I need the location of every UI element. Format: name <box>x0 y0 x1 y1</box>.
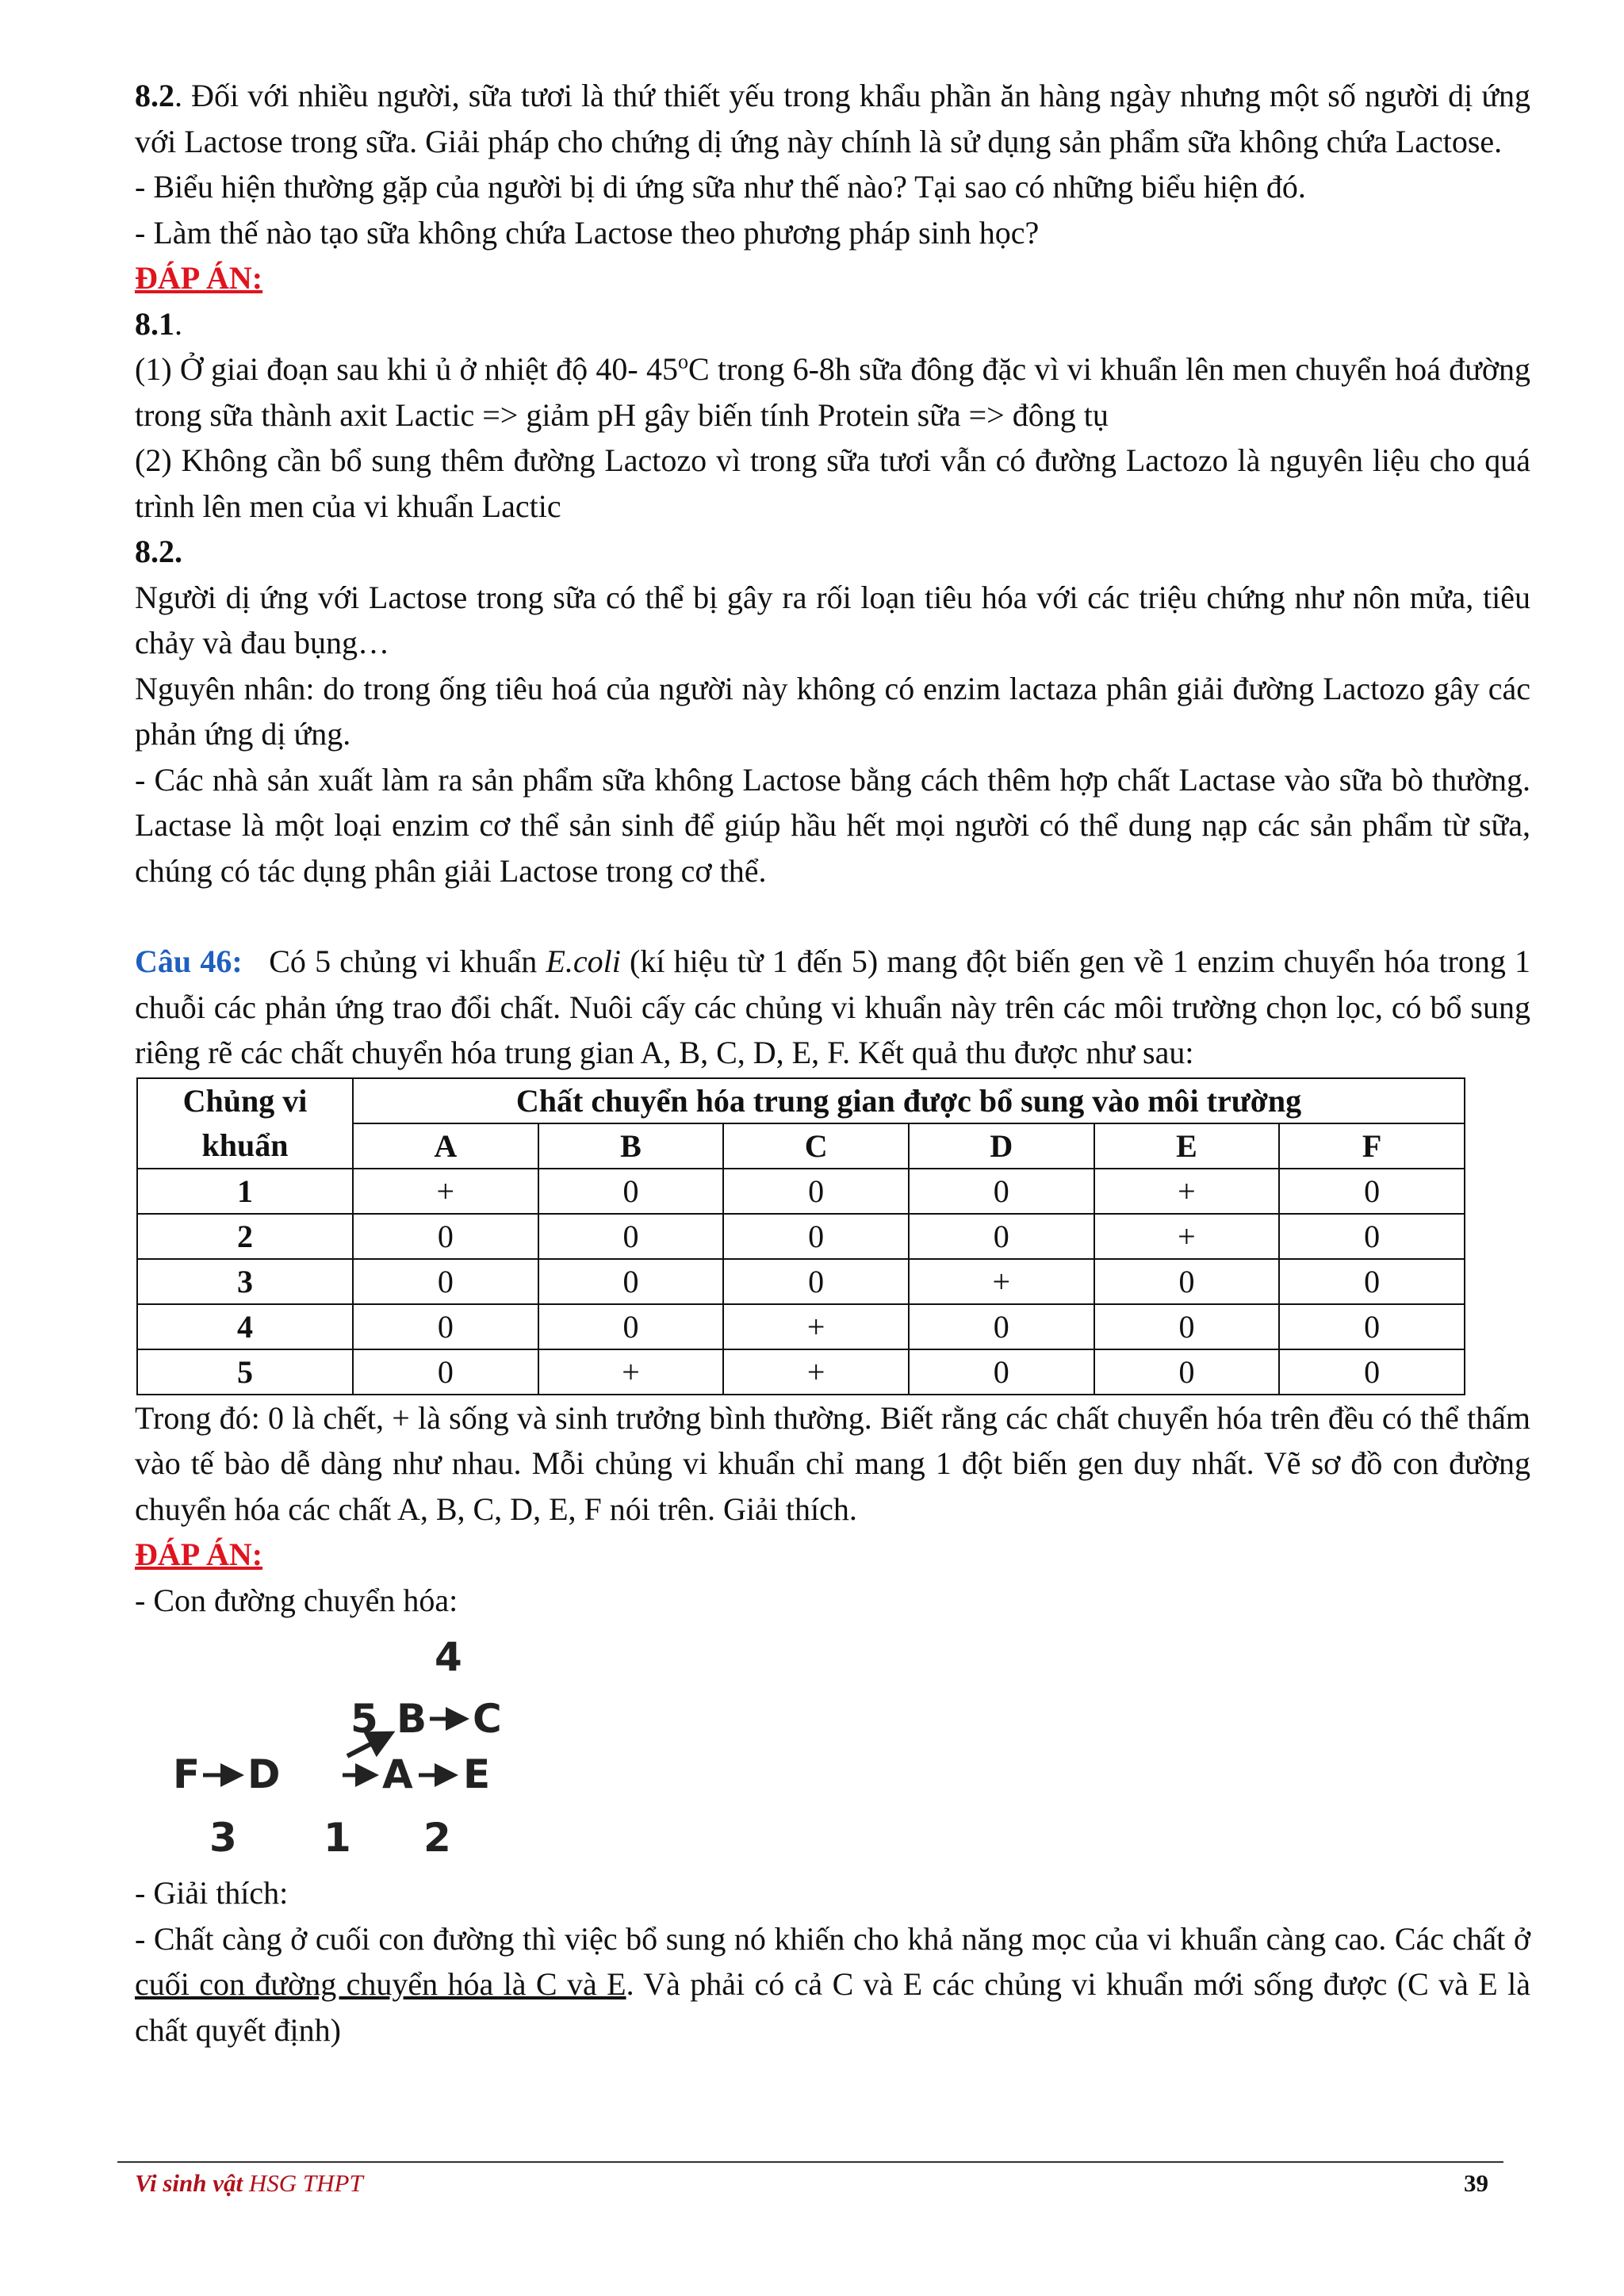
pathway-label: - Con đường chuyển hóa: <box>135 1582 458 1618</box>
question-46-legend: Trong đó: 0 là chết, + là sống và sinh trưởng bình thường. Biết rằng các chất chuyển hóa trên đều có thể thấm vào tế bào dễ dàng như nhau. Mỗi chủng vi khuẩn chỉ mang 1 đột biến gen duy nhất. Vẽ sơ đồ con đường chuyển hóa các chất A, B, C, D, E, F nói trên. Giải thích. <box>135 1399 1530 1527</box>
explanation-para-1: - Chất càng ở cuối con đường thì việc bổ sung nó khiến cho khả năng mọc của vi khuẩn càng cao. Các chất ở cuối con đường chuyển hóa là C và E. Và phải có cả C và E các chủng vi khuẩn mới sống được (C và E là chất quyết định) <box>135 1920 1530 2048</box>
question-8-2-bullet-1: - Biểu hiện thường gặp của người bị di ứng sữa như thế nào? Tại sao có những biểu hiện đó. <box>135 169 1306 205</box>
question-8-2: 8.2. Đối với nhiều người, sữa tươi là thứ thiết yếu trong khẩu phần ăn hàng ngày nhưng một số người dị ứng với Lactose trong sữa. Giải pháp cho chứng dị ứng này chính là sử dụng sản phẩm sữa không chứa Lactose. <box>135 78 1530 159</box>
metabolite-a: A <box>382 1751 413 1797</box>
answer-heading: ĐÁP ÁN: <box>135 1536 263 1572</box>
table-row: 5 0 + + 0 0 0 <box>137 1349 1465 1395</box>
document-body <box>135 73 1530 2053</box>
table-row: 3 0 0 0 + 0 0 <box>137 1259 1465 1304</box>
metabolite-f: F <box>173 1751 201 1797</box>
col-header: E <box>1094 1123 1280 1169</box>
col-header: C <box>723 1123 909 1169</box>
enzyme-label-4: 4 <box>435 1634 462 1680</box>
metabolite-d: D <box>247 1751 281 1797</box>
metabolite-c: C <box>473 1696 502 1742</box>
answer-8-2-para-2: Nguyên nhân: do trong ống tiêu hoá của người này không có enzim lactaza phân giải đường Lactozo gây các phản ứng dị ứng. <box>135 670 1530 752</box>
results-table <box>136 1077 1465 1395</box>
answer-8-2-para-1: Người dị ứng với Lactose trong sữa có thể bị gây ra rối loạn tiêu hóa với các triệu chứng như nôn mửa, tiêu chảy và đau bụng… <box>135 579 1530 660</box>
answer-heading: ĐÁP ÁN: <box>135 260 263 296</box>
answer-8-2-para-3: - Các nhà sản xuất làm ra sản phẩm sữa không Lactose bằng cách thêm hợp chất Lactase vào sữa bò thường. Lactase là một loại enzim cơ thể sản sinh để giúp hầu hết mọi người có thể dung nạp các sản phẩm từ sữa, chúng có tác dụng phân giải Lactose trong cơ thể. <box>135 761 1530 889</box>
table-row: 4 0 0 + 0 0 0 <box>137 1304 1465 1349</box>
answer-8-1-part-1: (1) Ở giai đoạn sau khi ủ ở nhiệt độ 40- 45$^o$C trong 6-8h sữa đông đặc vì vi khuẩn lên men chuyển hoá đường trong sữa thành axit Lactic => giảm pH gây biến tính Protein sữa => đông tụ <box>135 350 1531 433</box>
table-header-metabolites: Chất chuyển hóa trung gian được bổ sung vào môi trường <box>353 1078 1465 1123</box>
question-8-2-bullet-2: - Làm thế nào tạo sữa không chứa Lactose theo phương pháp sinh học? <box>135 214 1040 251</box>
metabolite-b: B <box>396 1696 427 1742</box>
page-number: 39 <box>1464 2169 1488 2197</box>
col-header: D <box>909 1123 1094 1169</box>
question-46: Câu 46: Có 5 chủng vi khuẩn E.coli (kí hiệu từ 1 đến 5) mang đột biến gen về 1 enzim chuyển hóa trong 1 chuỗi các phản ứng trao đổi chất. Nuôi cấy các chủng vi khuẩn này trên các môi trường chọn lọc, có bổ sung riêng rẽ các chất chuyển hóa trung gian A, B, C, D, E, F. Kết quả thu được như sau: <box>135 943 1531 1070</box>
answer-8-2-label: 8.2. <box>135 534 182 569</box>
answer-8-1-label: 8.1. <box>135 305 182 342</box>
pathway-diagram <box>167 1629 579 1867</box>
enzyme-label-2: 2 <box>423 1815 451 1861</box>
table-row: 2 0 0 0 0 + 0 <box>137 1214 1465 1259</box>
col-header: B <box>538 1123 724 1169</box>
question-number: 8.2 <box>135 78 174 113</box>
table-row: 1 + 0 0 0 + 0 <box>137 1169 1465 1214</box>
col-header: A <box>353 1123 538 1169</box>
enzyme-label-3: 3 <box>209 1815 237 1861</box>
enzyme-label-5: 5 <box>350 1696 378 1742</box>
enzyme-label-1: 1 <box>324 1815 351 1861</box>
col-header: F <box>1279 1123 1465 1169</box>
footer-title: Vi sinh vật HSG THPT <box>135 2169 363 2197</box>
table-header-strain: Chủng vi khuẩn <box>137 1078 353 1169</box>
answer-8-1-part-2: (2) Không cần bổ sung thêm đường Lactozo vì trong sữa tươi vẫn có đường Lactozo là nguyên liệu cho quá trình lên men của vi khuẩn Lactic <box>135 442 1530 524</box>
explanation-label: - Giải thích: <box>135 1875 289 1911</box>
footer-rule <box>117 2161 1503 2163</box>
metabolite-e: E <box>463 1751 491 1797</box>
